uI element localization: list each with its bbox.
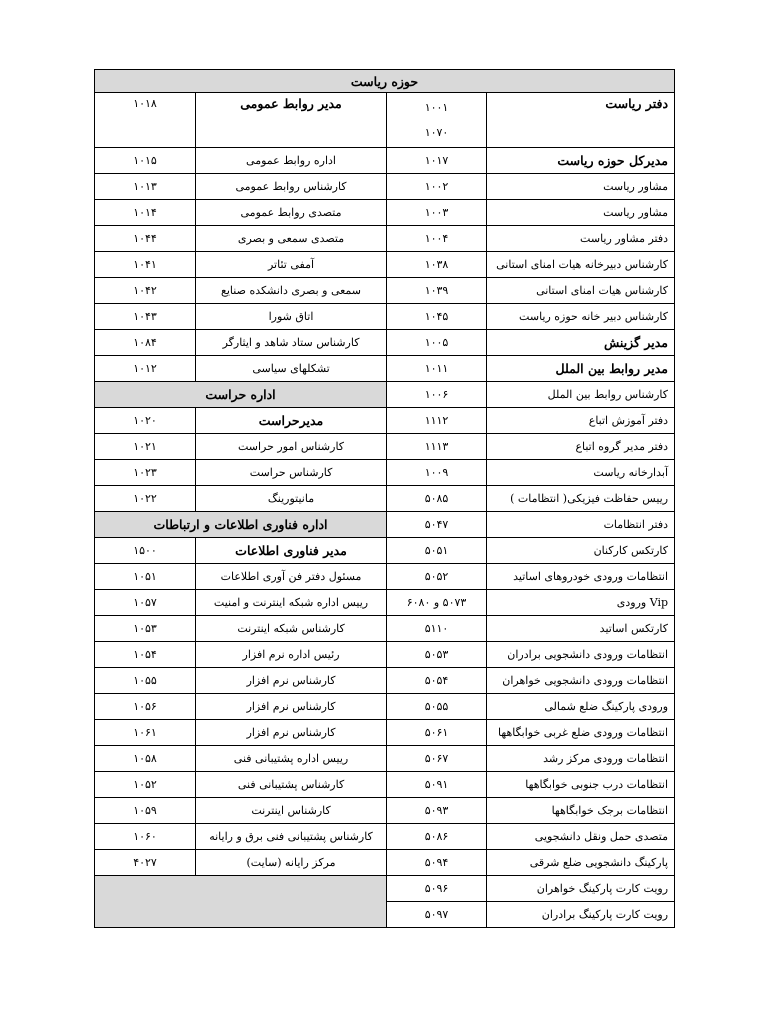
section-header-it: اداره فناوری اطلاعات و ارتباطات [95,512,387,538]
unit-name: انتظامات ورودی خودروهای اساتید [487,564,675,590]
unit-name: مدیر گزینش [487,330,675,356]
unit-name: پارکینگ دانشجویی ضلع شرقی [487,850,675,876]
unit-name: کارشناس روابط بین الملل [487,382,675,408]
extension: ۱۰۰۱ [424,101,449,114]
unit-name: دفتر آموزش اتباع [487,408,675,434]
extension: ۱۰۵۱ [95,564,196,590]
extension: ۱۰۶۱ [95,720,196,746]
phone-directory-table [94,69,675,928]
unit-name: متصدی سمعی و بصری [196,226,387,252]
extension: ۵۰۵۳ [387,642,487,668]
unit-name: رییس اداره پشتیبانی فنی [196,746,387,772]
extension: ۵۰۸۶ [387,824,487,850]
extension: ۱۰۵۲ [95,772,196,798]
unit-name: Vip ورودی [487,590,675,616]
unit-name: مشاور ریاست [487,200,675,226]
extension: ۱۰۰۳ [387,200,487,226]
unit-name: دفتر مدیر گروه اتباع [487,434,675,460]
unit-name: انتظامات ورودی مرکز رشد [487,746,675,772]
extension: ۵۱۱۰ [387,616,487,642]
unit-name: کارشناس دبیر خانه حوزه ریاست [487,304,675,330]
extension: ۱۰۴۴ [95,226,196,252]
extension: ۱۵۰۰ [95,538,196,564]
unit-name: متصدی حمل ونقل دانشجویی [487,824,675,850]
extension-cell [387,93,487,148]
unit-name: رویت کارت پارکینگ خواهران [487,876,675,902]
unit-name: مدیرحراست [196,408,387,434]
extension: ۵۰۶۷ [387,746,487,772]
extension: ۱۰۵۳ [95,616,196,642]
extension: ۱۰۱۷ [387,148,487,174]
extension: ۱۰۰۹ [387,460,487,486]
unit-name: مدیر روابط عمومی [196,93,387,148]
unit-name: متصدی روابط عمومی [196,200,387,226]
extension: ۱۱۱۲ [387,408,487,434]
unit-name: کارشناس هیات امنای استانی [487,278,675,304]
extension: ۱۰۴۳ [95,304,196,330]
unit-name: رئیس اداره نرم افزار [196,642,387,668]
unit-name: مسئول دفتر فن آوری اطلاعات [196,564,387,590]
unit-name: انتظامات ورودی دانشجویی برادران [487,642,675,668]
extension: ۱۰۱۲ [95,356,196,382]
unit-name: مرکز رایانه (سایت) [196,850,387,876]
extension: ۱۰۲۰ [95,408,196,434]
unit-name: کارشناس دبیرخانه هیات امنای استانی [487,252,675,278]
unit-name: کارشناس امور حراست [196,434,387,460]
unit-name: کارتکس اساتید [487,616,675,642]
unit-name: دفتر مشاور ریاست [487,226,675,252]
unit-name: اتاق شورا [196,304,387,330]
extension: ۱۰۲۱ [95,434,196,460]
extension: ۵۰۹۷ [387,902,487,928]
unit-name: کارشناس پشتیبانی فنی برق و رایانه [196,824,387,850]
unit-name: سمعی و بصری دانشکده صنایع [196,278,387,304]
extension: ۵۰۶۱ [387,720,487,746]
extension: ۴۰۲۷ [95,850,196,876]
extension: ۱۰۱۵ [95,148,196,174]
unit-name: کارشناس نرم افزار [196,694,387,720]
unit-name: مدیرکل حوزه ریاست [487,148,675,174]
extension: ۱۰۳۹ [387,278,487,304]
extension: ۱۰۶۰ [95,824,196,850]
extension: ۵۰۵۲ [387,564,487,590]
unit-name: انتظامات برجک خوابگاهها [487,798,675,824]
extension: ۱۰۸۴ [95,330,196,356]
extension: ۱۰۴۲ [95,278,196,304]
extension: ۵۰۵۱ [387,538,487,564]
extension: ۱۰۰۵ [387,330,487,356]
extension: ۱۰۵۹ [95,798,196,824]
extension: ۱۰۵۷ [95,590,196,616]
extension: ۱۰۰۶ [387,382,487,408]
extension: ۵۰۹۴ [387,850,487,876]
extension: ۵۰۴۷ [387,512,487,538]
extension: ۱۰۱۴ [95,200,196,226]
unit-name: انتظامات درب جنوبی خوابگاهها [487,772,675,798]
extension: ۵۰۵۴ [387,668,487,694]
unit-name: ورودی پارکینگ ضلع شمالی [487,694,675,720]
section-header-security: اداره حراست [95,382,387,408]
unit-name: کارشناس ستاد شاهد و ایثارگر [196,330,387,356]
unit-name: تشکلهای سیاسی [196,356,387,382]
unit-name: کارشناس نرم افزار [196,668,387,694]
unit-name: رییس حفاظت فیزیکی( انتظامات ) [487,486,675,512]
extension: ۱۰۴۱ [95,252,196,278]
extension: ۵۰۹۶ [387,876,487,902]
extension: ۵۰۹۳ [387,798,487,824]
extension: ۵۰۹۱ [387,772,487,798]
extension: ۱۰۵۶ [95,694,196,720]
extension: ۱۰۲۳ [95,460,196,486]
extension: ۱۰۷۰ [424,126,449,139]
unit-name: اداره روابط عمومی [196,148,387,174]
unit-name: دفتر انتظامات [487,512,675,538]
extension: ۱۰۱۳ [95,174,196,200]
unit-name: کارتکس کارکنان [487,538,675,564]
extension: ۱۰۵۴ [95,642,196,668]
unit-name: کارشناس حراست [196,460,387,486]
extension: ۱۰۱۸ [95,93,196,148]
unit-name: مانیتورینگ [196,486,387,512]
empty-grey-cell [95,876,387,928]
extension: ۵۰۵۵ [387,694,487,720]
unit-name: دفتر ریاست [487,93,675,148]
unit-name: انتظامات ورودی دانشجویی خواهران [487,668,675,694]
extension: ۱۰۳۸ [387,252,487,278]
extension: ۱۰۴۵ [387,304,487,330]
extension: ۵۰۷۳ و ۶۰۸۰ [387,590,487,616]
extension: ۵۰۸۵ [387,486,487,512]
unit-name: کارشناس روابط عمومی [196,174,387,200]
unit-name: مدیر فناوری اطلاعات [196,538,387,564]
table-title: حوزه ریاست [95,70,675,93]
extension: ۱۰۵۵ [95,668,196,694]
unit-name: رییس اداره شبکه اینترنت و امنیت [196,590,387,616]
unit-name: کارشناس نرم افزار [196,720,387,746]
unit-name: انتظامات ورودی ضلع غربی خوابگاهها [487,720,675,746]
unit-name: آبدارخانه ریاست [487,460,675,486]
unit-name: مشاور ریاست [487,174,675,200]
extension: ۱۰۰۲ [387,174,487,200]
unit-name: مدیر روابط بین الملل [487,356,675,382]
unit-name: کارشناس اینترنت [196,798,387,824]
extension: ۱۰۰۴ [387,226,487,252]
unit-name: رویت کارت پارکینگ برادران [487,902,675,928]
extension: ۱۱۱۳ [387,434,487,460]
extension: ۱۰۱۱ [387,356,487,382]
unit-name: کارشناس پشتیبانی فنی [196,772,387,798]
extension: ۱۰۵۸ [95,746,196,772]
extension: ۱۰۲۲ [95,486,196,512]
unit-name: کارشناس شبکه اینترنت [196,616,387,642]
unit-name: آمفی تئاتر [196,252,387,278]
